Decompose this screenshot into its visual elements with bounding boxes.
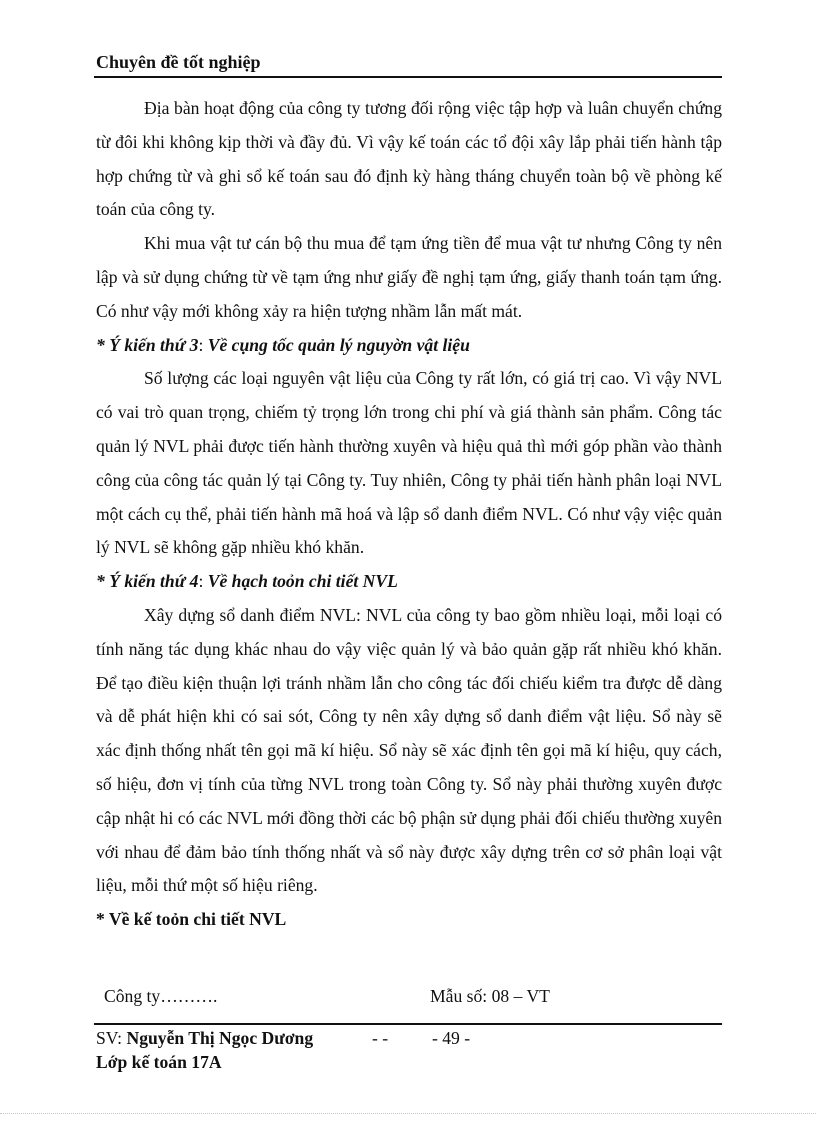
opinion-4-label: * Ý kiến thứ 4 (96, 571, 199, 592)
paragraph-4: Xây dựng sổ danh điểm NVL: NVL của công ty bao gồm nhiều loại, mỗi loại có tính năng tác dụng khác nhau do vậy việc quản lý và bảo quản gặp rất nhiều khó khăn. Để tạo điều kiện thuận lợi tránh nhầm lẫn cho công tác đối chiếu kiểm tra được dễ dàng và dễ phát hiện khi có sai sót, Công ty nên xây dựng sổ danh điểm vật liệu. Sổ này sẽ xác định thống nhất tên gọi mã kí hiệu. Sổ này sẽ xác định tên gọi mã kí hiệu, quy cách, số hiệu, đơn vị tính của từng NVL trong toàn Công ty. Sổ này phải thường xuyên được cập nhật hi có các NVL mới đồng thời các bộ phận sử dụng phải đối chiếu thường xuyên với nhau để đảm bảo tính thống nhất và sổ này được xây dựng trên cơ sở phân loại vật liệu, mỗi thứ một số hiệu riêng. (96, 604, 722, 896)
opinion-3-label: * Ý kiến thứ 3 (96, 334, 199, 355)
form-company: Công ty………. (104, 986, 218, 1006)
opinion-3-title: Về cụng tốc quản lý nguyờn vật liệu (207, 334, 470, 355)
section-title: * Về kế toỏn chi tiết NVL (96, 909, 287, 930)
paragraph-2: Khi mua vật tư cán bộ thu mua để tạm ứng tiền để mua vật tư nhưng Công ty nên lập và sử dụng chứng từ về tạm ứng như giấy đề nghị tạm ứng, giấy thanh toán tạm ứng. Có như vậy mới không xảy ra hiện tượng nhầm lẫn mất mát. (96, 233, 722, 321)
page-number: - 49 - (432, 1028, 471, 1048)
paragraph-3: Số lượng các loại nguyên vật liệu của Công ty rất lớn, có giá trị cao. Vì vậy NVL có vai trò quan trọng, chiếm tỷ trọng lớn trong chi phí và giá thành sản phẩm. Công tác quản lý NVL phải được tiến hành thường xuyên và hiệu quả thì mới góp phần vào thành công của công tác quản lý tại Công ty. Tuy nhiên, Công ty phải tiến hành phân loại NVL một cách cụ thể, phải tiến hành mã hoá và lập sổ danh điểm NVL. Có như vậy việc quản lý NVL sẽ không gặp nhiều khó khăn. (96, 368, 722, 558)
footer-student-name: Nguyễn Thị Ngọc Dương (126, 1028, 314, 1048)
opinion-4-heading: * Ý kiến thứ 4: Về hạch toỏn chi tiết NVL (96, 571, 398, 592)
page-edge-divider (0, 1113, 816, 1114)
paragraph-1: Địa bàn hoạt động của công ty tương đối rộng việc tập hợp và luân chuyển chứng từ đôi khi không kịp thời và đầy đủ. Vì vậy kế toán các tổ đội xây lắp phải tiến hành tập hợp chứng từ và ghi sổ kế toán sau đó định kỳ hàng tháng chuyển toàn bộ về phòng kế toán của công ty. (96, 98, 722, 220)
footer-student (96, 1028, 313, 1049)
footer-class: Lớp kế toán 17A (96, 1052, 222, 1072)
opinion-3-heading: * Ý kiến thứ 3: Về cụng tốc quản lý nguyờn vật liệu (96, 334, 470, 355)
footer-rule (94, 1023, 722, 1025)
opinion-4-title: Về hạch toỏn chi tiết NVL (207, 571, 398, 592)
document-body (96, 92, 722, 937)
footer-dashes: - - (372, 1028, 389, 1048)
form-number: Mẫu số: 08 – VT (430, 986, 550, 1006)
header-rule (94, 76, 722, 78)
header-title: Chuyên đề tốt nghiệp (96, 52, 261, 72)
footer-student-prefix: SV: (96, 1028, 127, 1048)
